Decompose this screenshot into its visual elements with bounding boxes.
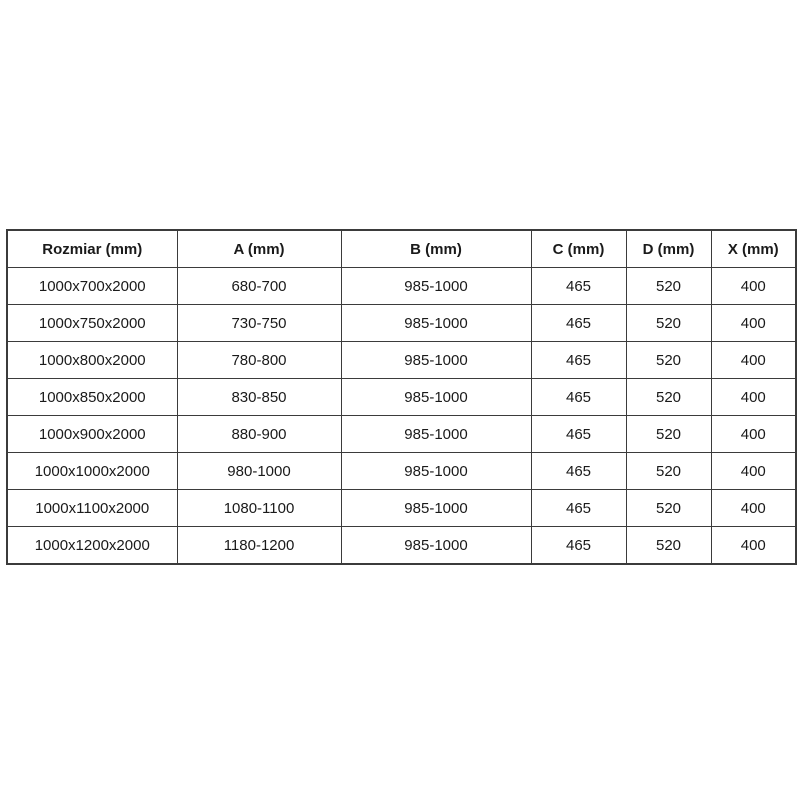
table-cell: 780-800 [177, 342, 341, 379]
column-header: X (mm) [711, 230, 796, 268]
table-cell: 1000x1200x2000 [7, 527, 177, 565]
table-cell: 1000x900x2000 [7, 416, 177, 453]
table-cell: 880-900 [177, 416, 341, 453]
table-cell: 730-750 [177, 305, 341, 342]
table-cell: 985-1000 [341, 379, 531, 416]
table-cell: 400 [711, 527, 796, 565]
column-header: Rozmiar (mm) [7, 230, 177, 268]
column-header: C (mm) [531, 230, 626, 268]
table-cell: 400 [711, 268, 796, 305]
table-row [7, 268, 796, 305]
table-cell: 520 [626, 453, 711, 490]
table-cell: 1000x800x2000 [7, 342, 177, 379]
table-cell: 985-1000 [341, 305, 531, 342]
table-cell: 1000x850x2000 [7, 379, 177, 416]
table-body [7, 268, 796, 565]
table-cell: 1000x1100x2000 [7, 490, 177, 527]
table-row [7, 230, 796, 268]
column-header: B (mm) [341, 230, 531, 268]
table-cell: 465 [531, 268, 626, 305]
table-cell: 1180-1200 [177, 527, 341, 565]
column-header: D (mm) [626, 230, 711, 268]
table-cell: 400 [711, 305, 796, 342]
table-cell: 985-1000 [341, 527, 531, 565]
table-cell: 985-1000 [341, 490, 531, 527]
table-cell: 680-700 [177, 268, 341, 305]
table-cell: 465 [531, 305, 626, 342]
table-row [7, 342, 796, 379]
table-cell: 520 [626, 342, 711, 379]
table-cell: 465 [531, 416, 626, 453]
table-cell: 1000x700x2000 [7, 268, 177, 305]
table-cell: 1000x1000x2000 [7, 453, 177, 490]
column-header: A (mm) [177, 230, 341, 268]
table-cell: 980-1000 [177, 453, 341, 490]
table-cell: 1000x750x2000 [7, 305, 177, 342]
table-cell: 1080-1100 [177, 490, 341, 527]
table-cell: 400 [711, 490, 796, 527]
table-row [7, 379, 796, 416]
table-cell: 830-850 [177, 379, 341, 416]
table-cell: 985-1000 [341, 342, 531, 379]
table-header-row [7, 230, 796, 268]
table-row [7, 305, 796, 342]
table-cell: 520 [626, 268, 711, 305]
table-cell: 520 [626, 379, 711, 416]
table-cell: 465 [531, 490, 626, 527]
table-cell: 985-1000 [341, 268, 531, 305]
table-cell: 465 [531, 527, 626, 565]
table-cell: 520 [626, 527, 711, 565]
table-cell: 400 [711, 342, 796, 379]
table-cell: 520 [626, 490, 711, 527]
table-cell: 520 [626, 305, 711, 342]
table-row [7, 453, 796, 490]
table-cell: 400 [711, 453, 796, 490]
table-row [7, 416, 796, 453]
table-cell: 465 [531, 342, 626, 379]
table-cell: 520 [626, 416, 711, 453]
size-specification-table [6, 229, 797, 565]
table-cell: 465 [531, 453, 626, 490]
table-cell: 400 [711, 416, 796, 453]
table-row [7, 527, 796, 565]
table-row [7, 490, 796, 527]
table-cell: 465 [531, 379, 626, 416]
table-cell: 985-1000 [341, 453, 531, 490]
table-cell: 400 [711, 379, 796, 416]
table-cell: 985-1000 [341, 416, 531, 453]
